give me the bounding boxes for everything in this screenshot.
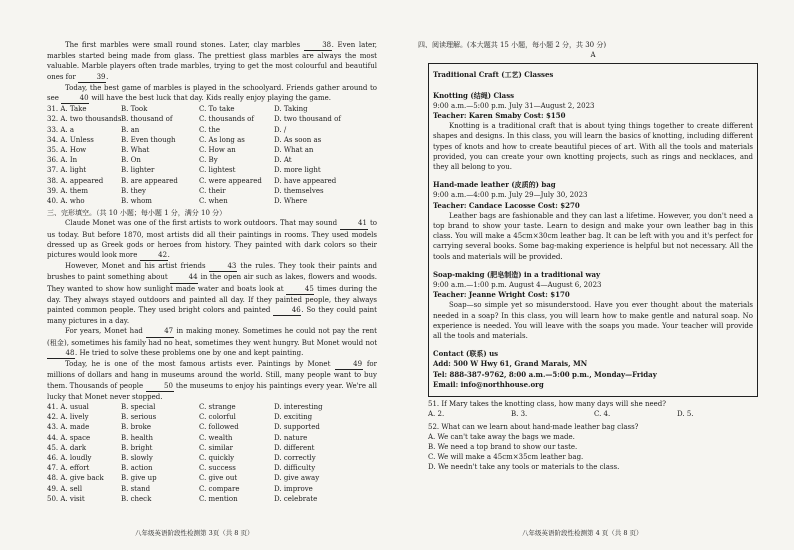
blank-48[interactable]: 48 [47,348,75,359]
option[interactable]: D. supported [274,423,320,432]
left-column [47,40,377,504]
option[interactable]: C. when [199,197,228,206]
option[interactable]: C. give out [199,474,238,483]
option[interactable]: D. At [274,156,292,165]
option[interactable]: B. thousand of [121,115,173,124]
option[interactable]: B. an [121,125,140,134]
option[interactable]: D. more light [274,166,321,175]
options-31-40 [47,104,377,206]
option[interactable]: A. 2. [428,410,445,419]
option[interactable]: D. two thousand of [274,115,341,124]
option[interactable]: B. We need a top brand to show our taste. [428,442,578,451]
ad-box [428,63,758,397]
option[interactable]: D. celebrate [274,494,318,503]
option[interactable]: B. whom [121,197,152,206]
options-41-50 [47,402,377,504]
option[interactable]: D. Taking [274,105,308,114]
class-teacher: Teacher: Jeanne Wright Cost: $170 [433,290,570,300]
class-description: Soap—so simple yet so misunderstood. Have you ever thought about the materials needed in a soap? In this class, you will learn how to make gentle and natural soap. No experience is needed. You will leave with the soaps you made. Your teacher will provide all the tools and materials. [433,301,753,341]
option[interactable]: D. / [274,125,287,134]
option[interactable]: 45. A. dark [47,443,87,452]
page-footer-left: 八年级英语阶段性检测第 3页（共 8 页） [135,529,254,537]
option[interactable]: C. wealth [199,433,233,442]
blank-42[interactable]: 42 [140,250,168,261]
option[interactable]: 36. A. In [47,156,78,165]
option[interactable]: 32. A. two thousands [47,115,122,124]
class-name: Hand-made leather (皮质的) bag [433,180,556,190]
contact-title: Contact (联系) us [433,349,499,359]
blank-40[interactable]: 40 [61,93,89,104]
option[interactable]: D. correctly [274,453,316,462]
option[interactable]: 48. A. give back [47,474,104,483]
section-3-heading: 三、完形填空。（共 10 小题；每小题 1 分，满分 10 分） [47,209,227,218]
option[interactable]: B. special [121,402,156,411]
option[interactable]: 43. A. made [47,423,90,432]
question-51: 51. If Mary takes the knotting class, how many days will she need? [428,400,666,409]
blank-45[interactable]: 45 [286,284,314,295]
option[interactable]: D. themselves [274,186,324,195]
option[interactable]: B. they [121,186,147,195]
option[interactable]: B. Took [121,105,148,114]
option[interactable]: C. 4. [594,410,611,419]
option[interactable]: D. improve [274,484,313,493]
option[interactable]: D. difficulty [274,464,316,473]
option[interactable]: C. We will make a 45cm×35cm leather bag. [428,453,584,462]
option[interactable]: D. nature [274,433,308,442]
option[interactable]: C. To take [199,105,235,114]
contact-address: Add: 500 W Hwy 61, Grand Marais, MN [433,359,588,369]
option[interactable]: 31. A. Take [47,105,87,114]
blank-46[interactable]: 46 [273,305,301,316]
option[interactable]: C. colorful [199,413,236,422]
blank-47[interactable]: 47 [146,326,174,337]
question-52-options [428,432,758,473]
option[interactable]: D. exciting [274,413,313,422]
question-51-options [428,409,758,419]
blank-44[interactable]: 44 [170,272,198,283]
class-name: Soap-making (肥皂制造) in a traditional way [433,269,601,279]
question-52: 52. What can we learn about hand-made leather bag class? [428,422,639,431]
option[interactable]: 40. A. who [47,197,85,206]
option[interactable]: 42. A. lively [47,413,89,422]
class-description: Leather bags are fashionable and they can last a lifetime. However, you don't need a top brand to show your taste. Learn to design and make your own leather bag in this class. You will make a 45cm×30cm leather bag. It can be left with you and it's perfect for carrying several books. Some bag-making experience is helpful but not necessary. All the tools and materials will be provided. [433,211,753,261]
option[interactable]: 33. A. a [47,125,75,134]
option[interactable]: C. thousands of [199,115,254,124]
option[interactable]: D. Where [274,197,308,206]
class-leather-bag [433,180,753,262]
option[interactable]: C. their [199,186,226,195]
option[interactable]: 39. A. them [47,186,88,195]
passage-paragraph-5: For years, Monet had 47 in making money. Sometimes he could not pay the rent (租金), sometimes his family had no heat, sometimes they went hungry. But Monet would not 48. He tried to solve these problems one by one and kept painting. [47,326,377,359]
option[interactable]: C. strange [199,402,236,411]
option[interactable]: C. lightest [199,166,236,175]
class-teacher: Teacher: Karen Smaby Cost: $150 [433,111,566,121]
option[interactable]: B. give up [121,474,157,483]
option[interactable]: D. give away [274,474,320,483]
class-time: 9:00 a.m.—4:00 p.m. July 29—July 30, 2023 [433,191,588,200]
passage-paragraph-6: Today, he is one of the most famous artists ever. Paintings by Monet 49 for millions of dollars and hang in museums around the world. Still, many people want to buy them. Thousands of people 50 the museums to enjoy his paintings every year. We're all lucky that Monet never stopped. [47,360,378,401]
option[interactable]: D. We needn't take any tools or materials to the class. [428,463,620,472]
contact-email[interactable]: Email: info@northhouse.org [433,379,544,389]
class-teacher: Teacher: Candace Lacosse Cost: $270 [433,200,580,210]
blank-41[interactable]: 41 [340,218,368,229]
blank-50[interactable]: 50 [146,381,174,392]
option[interactable]: B. are appeared [121,176,178,185]
blank-39[interactable]: 39 [78,72,106,83]
option[interactable]: B. broke [121,423,152,432]
option[interactable]: D. What an [274,146,314,155]
blank-38[interactable]: 38 [304,40,332,51]
option[interactable]: D. have appeared [274,176,337,185]
option[interactable]: C. success [199,464,236,473]
option[interactable]: D. different [274,443,315,452]
option[interactable]: B. health [121,433,153,442]
option[interactable]: B. On [121,156,141,165]
option[interactable]: C. were appeared [199,176,262,185]
passage-paragraph-2: Today, the best game of marbles is played in the schoolyard. Friends gather around to see 40 will have the best luck that day. Kids really enjoy playing the game. [47,83,377,104]
blank-49[interactable]: 49 [335,359,363,370]
page-footer-right: 八年级英语阶段性检测第 4 页（共 8 页） [522,529,643,537]
part-a-label: A [590,51,596,60]
option[interactable]: C. By [199,156,218,165]
option[interactable]: B. action [121,464,153,473]
contact-phone: Tel: 888-387-9762, 8:00 a.m.—5:00 p.m., Monday—Friday [433,369,657,379]
option[interactable]: D. As soon as [274,135,322,144]
option[interactable]: 35. A. How [47,146,87,155]
option[interactable]: 47. A. effort [47,464,90,473]
option[interactable]: 49. A. sell [47,484,83,493]
option[interactable]: 41. A. usual [47,402,89,411]
option[interactable]: C. How an [199,146,236,155]
class-time: 9:00 a.m.—5:00 p.m. July 31—August 2, 2023 [433,101,595,110]
option[interactable]: B. slowly [121,453,153,462]
option[interactable]: A. We can't take away the bags we made. [428,432,575,441]
section-4-heading: 四、阅读理解。(本大题共 15 小题，每小题 2 分，共 30 分) [418,41,607,49]
option[interactable]: C. quickly [199,453,235,462]
ad-title: Traditional Craft (工艺) Classes [433,70,554,80]
option[interactable]: C. compare [199,484,240,493]
option[interactable]: 50. A. visit [47,494,85,503]
option[interactable]: D. interesting [274,402,323,411]
class-time: 9:00 a.m.—1:00 p.m. August 4—August 6, 2023 [433,281,602,290]
option[interactable]: C. similar [199,443,234,452]
option[interactable]: C. the [199,125,221,134]
option[interactable]: B. 3. [511,410,528,419]
passage-paragraph-4: However, Monet and his artist friends 43 the rules. They took their paints and brushes to paint something about 44 in the open air such as lakes, flowers and woods. They wanted to show how sunlight made water and boats look at 45 times during the day. They always stayed outdoors and painted all day. If they painted people, they always painted common people. They used bright colors and painted 46. So they could paint many pictures in a day. [47,262,377,326]
option[interactable]: B. Even though [121,135,176,144]
contact-block [433,349,753,390]
option[interactable]: 38. A. appeared [47,176,104,185]
class-soap-making [433,270,753,341]
option[interactable]: 46. A. loudly [47,453,92,462]
option[interactable]: B. bright [121,443,153,452]
option[interactable]: 34. A. Unless [47,135,94,144]
passage-paragraph-1: The first marbles were small round stones. Later, clay marbles 38. Even later, marbles started being made from glass. The prettiest glass marbles are always the most valuable. Marble players often trade marbles, trying to get the most colourful and beautiful ones for 39. [47,40,377,83]
option[interactable]: B. serious [121,413,157,422]
option[interactable]: D. 5. [677,410,694,419]
blank-43[interactable]: 43 [209,261,237,272]
option[interactable]: B. check [121,494,152,503]
option[interactable]: B. lighter [121,166,155,175]
right-column [418,40,758,473]
passage-paragraph-3: Claude Monet was one of the first artists to work outdoors. That may sound 41 to us today. But before 1870, most artists did all their paintings in rooms. They used models dressed up as Greek gods or heroes from history. They painted with dark colors so their pictures would look more 42. [47,218,377,261]
option[interactable]: B. What [121,146,150,155]
class-name: Knotting (结绳) Class [433,90,515,100]
option[interactable]: C. mention [199,494,238,503]
class-knotting [433,91,753,173]
option[interactable]: B. stand [121,484,151,493]
option[interactable]: C. As long as [199,135,245,144]
option[interactable]: 37. A. light [47,166,87,175]
option[interactable]: 44. A. space [47,433,91,442]
class-description: Knotting is a traditional craft that is about tying things together to create different shapes and designs. In this class, you will learn the basics of knotting, including different types of knots and how to create beautiful pieces of art. With all the tools and materials provided, you can create your own knotting projects, such as rings and necklaces, and they all belong to you. [433,122,753,172]
option[interactable]: C. followed [199,423,239,432]
